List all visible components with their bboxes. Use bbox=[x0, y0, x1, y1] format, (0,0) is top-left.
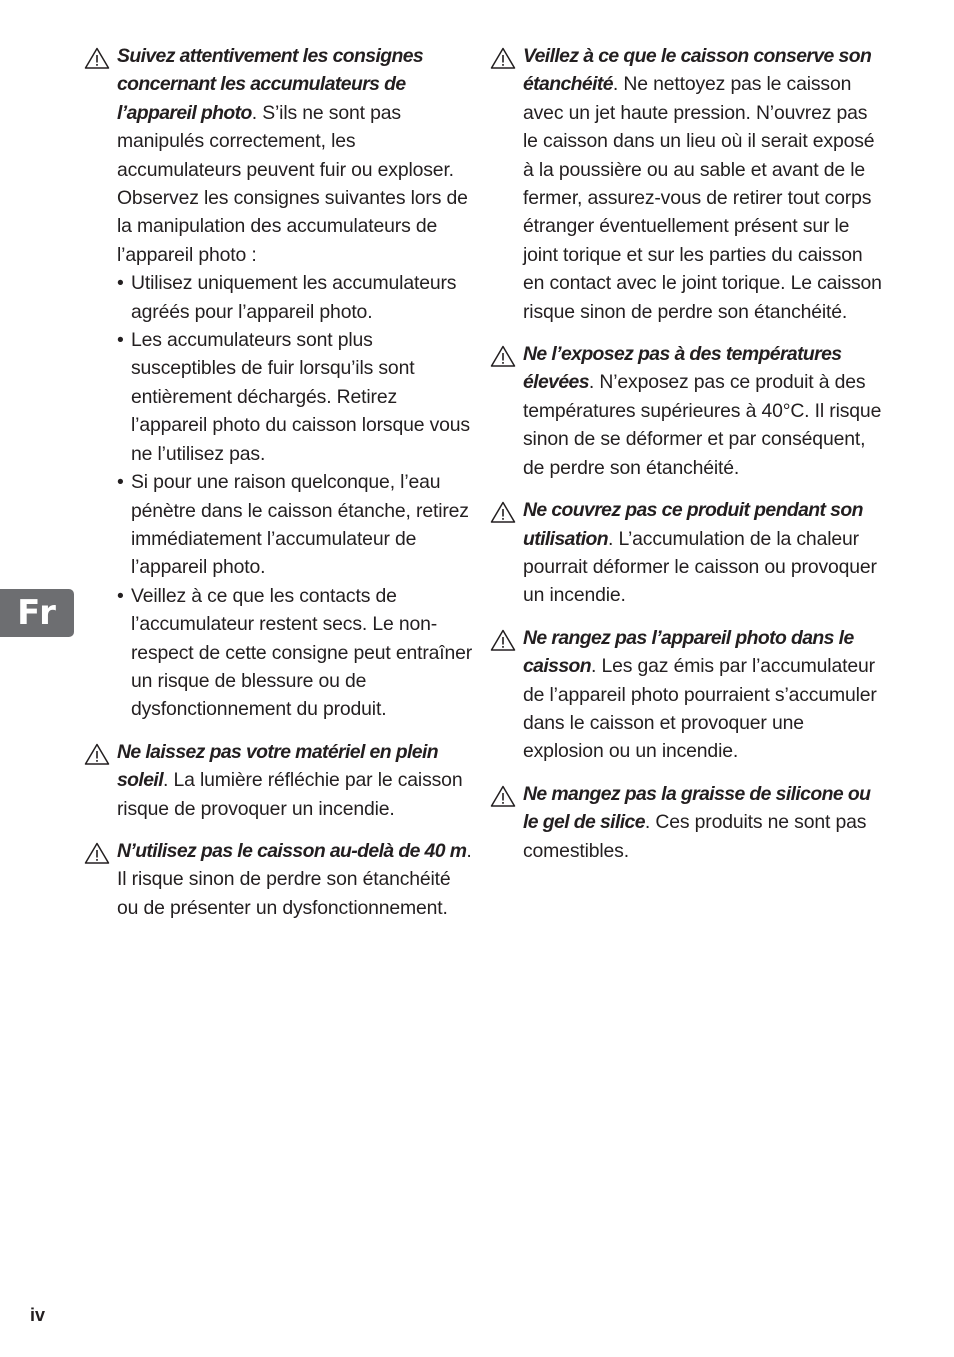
warning-heading: N’utilisez pas le caisson au-delà de 40 m bbox=[117, 839, 467, 862]
warning-depth bbox=[84, 837, 474, 922]
warning-text bbox=[523, 624, 886, 766]
warning-heading: Ne rangez pas l’appareil photo dans le caisson bbox=[523, 626, 854, 678]
warning-text bbox=[523, 780, 886, 865]
page-number: iv bbox=[30, 1305, 46, 1325]
warning-silicone bbox=[490, 780, 886, 865]
warning-triangle-icon bbox=[84, 743, 110, 765]
warning-heading: Ne couvrez pas ce produit pendant son utilisation bbox=[523, 499, 863, 550]
warning-high-temperature bbox=[490, 340, 886, 482]
warning-triangle-icon bbox=[84, 47, 110, 69]
warning-heading: Suivez attentivement les consignes concernant les accumulateurs de l’appareil photo bbox=[117, 45, 424, 124]
warning-body: . Il risque sinon de perdre son étanchéité ou de présenter un dysfonctionnement. bbox=[117, 839, 472, 919]
warning-heading: Ne laissez pas votre matériel en plein soleil bbox=[117, 740, 438, 792]
warning-body: . S’ils ne sont pas manipulés correctement, les accumulateurs peuvent fuir ou exploser. Observez les consignes suivantes lors de la manipulation des accumulateurs de l’appareil photo : bbox=[117, 101, 468, 266]
warning-body: . L’accumulation de la chaleur pourrait déformer le caisson ou provoquer un incendie. bbox=[523, 527, 877, 607]
warning-body: . N’exposez pas ce produit à des températures supérieures à 40°C. Il risque sinon de se déformer et par conséquent, de perdre son étanchéité. bbox=[523, 371, 882, 479]
warning-text bbox=[523, 340, 886, 482]
right-column bbox=[490, 42, 886, 879]
warning-body: . Ne nettoyez pas le caisson avec un jet haute pression. N’ouvrez pas le caisson dans un lieu où il serait exposé à la poussière ou au sable et avant de le fermer, assurez-vous de retirer tout corps étranger éventuellement présent sur le joint torique et sur les parties du caisson en contact avec le joint torique. Le caisson risque sinon de perdre son étanchéité. bbox=[523, 73, 882, 323]
warning-body: . La lumière réfléchie par le caisson risque de provoquer un incendie. bbox=[117, 769, 463, 820]
warning-triangle-icon bbox=[490, 345, 516, 367]
warning-text bbox=[117, 738, 474, 823]
warning-covering bbox=[490, 496, 886, 610]
warning-waterproofing bbox=[490, 42, 886, 326]
warning-sunlight bbox=[84, 738, 474, 823]
warning-heading: Veillez à ce que le caisson conserve son étanchéité bbox=[523, 45, 872, 96]
list-item: • Utilisez uniquement les accumulateurs agréés pour l’appareil photo. bbox=[117, 269, 474, 326]
warning-heading: Ne mangez pas la graisse de silicone ou le gel de silice bbox=[523, 782, 871, 834]
list-item: • Si pour une raison quelconque, l’eau pénètre dans le caisson étanche, retirez immédiatement l’accumulateur de l’appareil photo. bbox=[117, 468, 474, 582]
list-item: • Veillez à ce que les contacts de l’accumulateur restent secs. Le non-respect de cette consigne peut entraîner un risque de blessure ou de dysfonctionnement du produit. bbox=[117, 582, 474, 724]
warning-battery bbox=[84, 42, 474, 724]
warning-triangle-icon bbox=[490, 47, 516, 69]
warning-triangle-icon bbox=[490, 785, 516, 807]
left-column bbox=[84, 42, 474, 936]
list-item: • Les accumulateurs sont plus susceptibles de fuir lorsqu’ils sont entièrement déchargés. Retirez l’appareil photo du caisson lorsque vous ne l’utilisez pas. bbox=[117, 326, 474, 468]
warning-body: . Les gaz émis par l’accumulateur de l’appareil photo pourraient s’accumuler dans le caisson et provoquer une explosion ou un incendie. bbox=[523, 655, 877, 763]
warning-triangle-icon bbox=[490, 501, 516, 523]
warning-triangle-icon bbox=[490, 629, 516, 651]
warning-storage bbox=[490, 624, 886, 766]
language-tab: Fr bbox=[0, 589, 74, 637]
warning-heading: Ne l’exposez pas à des températures élevées bbox=[523, 343, 842, 394]
warning-text bbox=[523, 42, 886, 326]
warning-text bbox=[117, 42, 474, 269]
warning-text bbox=[117, 837, 474, 922]
warning-text bbox=[523, 496, 886, 610]
warning-triangle-icon bbox=[84, 842, 110, 864]
warning-body: . Ces produits ne sont pas comestibles. bbox=[523, 811, 867, 862]
battery-bullet-list bbox=[117, 269, 474, 724]
